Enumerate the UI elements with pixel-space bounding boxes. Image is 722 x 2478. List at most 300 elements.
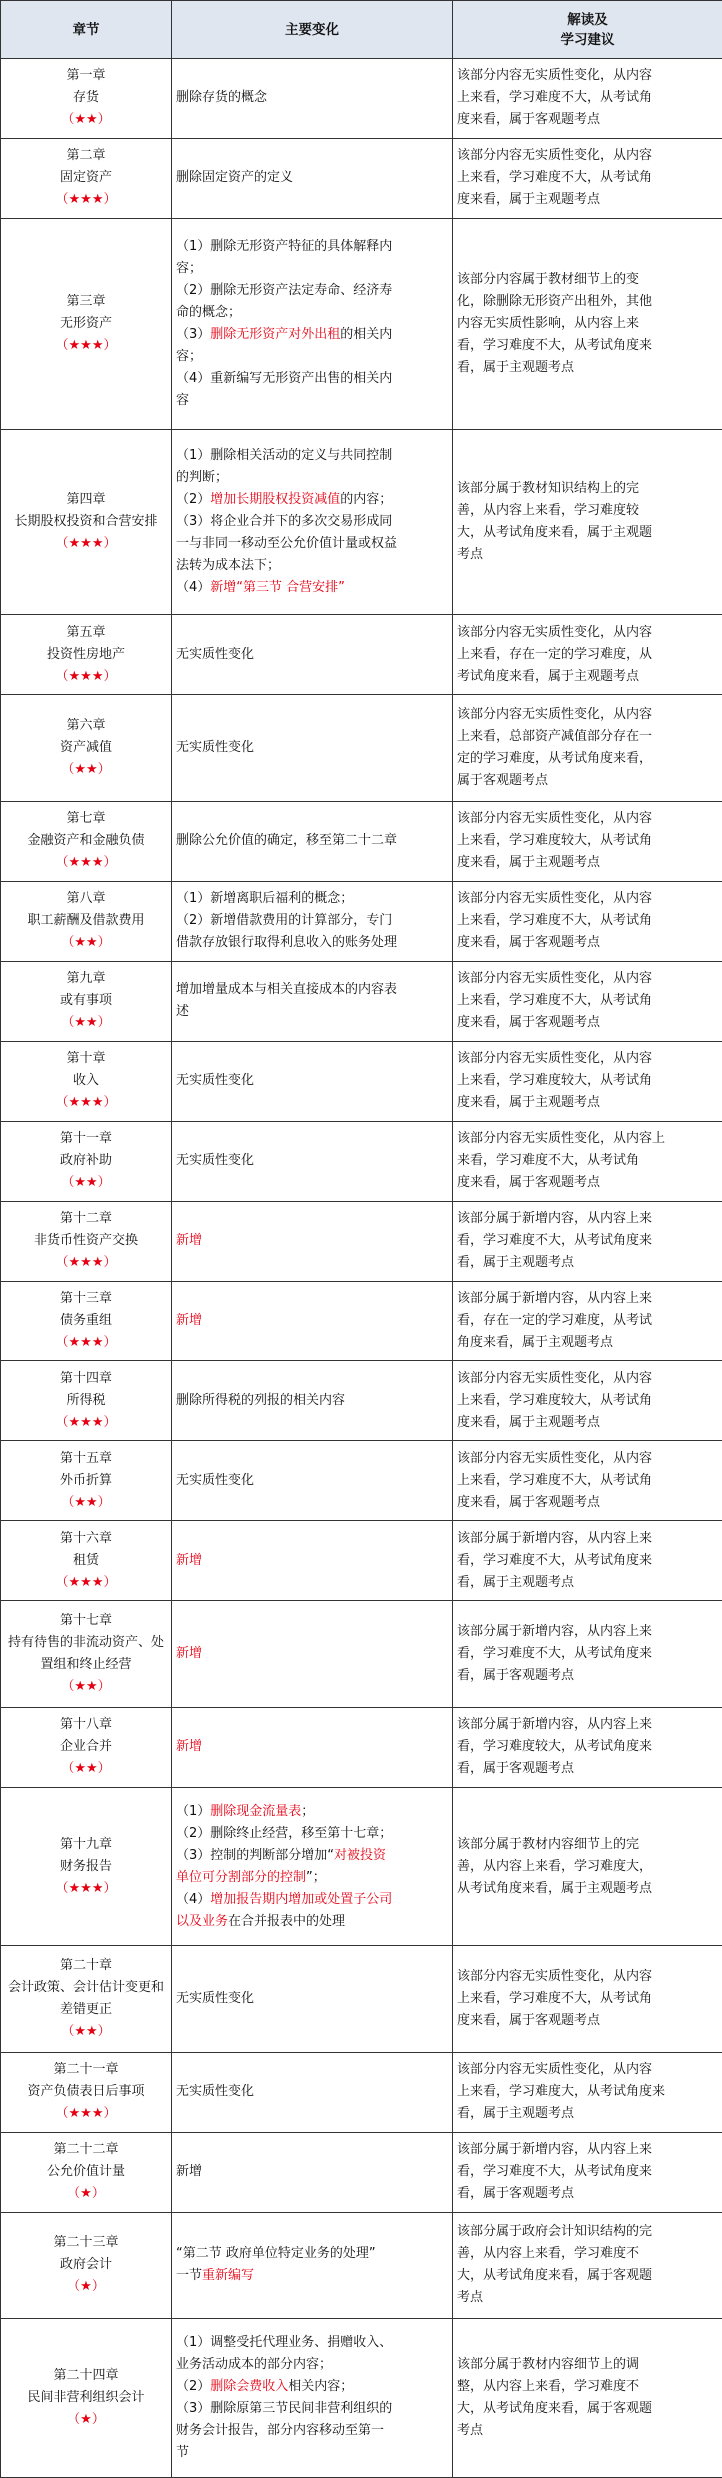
change-line bbox=[176, 910, 448, 932]
advice-line: 内容无实质性影响，从内容上来 bbox=[457, 316, 640, 332]
change-text: 无实质性变化 bbox=[176, 1991, 255, 2007]
change-text: （1）新增离职后福利的概念； bbox=[176, 891, 354, 907]
change-cell bbox=[172, 1441, 453, 1521]
chapter-number: 第十七章 bbox=[59, 1613, 112, 1629]
advice-line: 看，属于主观题考点 bbox=[457, 1574, 575, 1590]
advice-line: 该部分内容属于教材细节上的变 bbox=[457, 272, 640, 288]
change-line bbox=[176, 302, 448, 324]
change-line bbox=[176, 2243, 448, 2265]
advice-cell bbox=[453, 2052, 722, 2132]
chapter-cell bbox=[1, 1281, 172, 1361]
importance-stars: （★★★） bbox=[55, 2106, 117, 2122]
importance-stars: （★） bbox=[67, 2279, 105, 2295]
importance-stars: （★★） bbox=[61, 112, 111, 128]
chapter-title: 或有事项 bbox=[59, 993, 112, 1009]
advice-line: 化，除删除无形资产出租外，其他 bbox=[457, 294, 653, 310]
table-row bbox=[1, 961, 722, 1041]
change-text: 容； bbox=[176, 349, 203, 365]
advice-line: 该部分属于新增内容，从内容上来 bbox=[457, 2142, 653, 2158]
table-row bbox=[1, 1441, 722, 1521]
table-row bbox=[1, 1121, 722, 1201]
highlighted-change-text: 删除现金流量表 bbox=[210, 1803, 302, 1819]
advice-line: 度来看，属于客观题考点 bbox=[457, 1015, 601, 1031]
chapter-title: 政府补助 bbox=[59, 1153, 112, 1169]
advice-cell bbox=[453, 138, 722, 218]
change-text: 财务会计报告，部分内容移动至第一 bbox=[176, 2422, 385, 2438]
change-text: （4）重新编写无形资产出售的相关内 bbox=[176, 371, 393, 387]
advice-line: 来看，学习难度不大，从考试角 bbox=[457, 1153, 640, 1169]
importance-stars: （★★★） bbox=[55, 1095, 117, 1111]
chapter-number: 第二章 bbox=[66, 148, 106, 164]
advice-cell bbox=[453, 961, 722, 1041]
change-line bbox=[176, 489, 448, 511]
change-line bbox=[176, 577, 448, 599]
highlighted-change-text: 以及业务 bbox=[176, 1913, 229, 1929]
change-text: 命的概念； bbox=[176, 305, 242, 321]
change-line bbox=[176, 467, 448, 489]
chapter-cell bbox=[1, 2132, 172, 2212]
advice-line: 该部分内容无实质性变化，从内容 bbox=[457, 971, 653, 987]
change-cell bbox=[172, 1707, 453, 1787]
advice-line: 该部分内容无实质性变化，从内容 bbox=[457, 1051, 653, 1067]
change-text: （4） bbox=[176, 580, 211, 596]
table-row bbox=[1, 1521, 722, 1601]
change-cell bbox=[172, 615, 453, 695]
change-text: （1） bbox=[176, 1803, 211, 1819]
change-text: 相关内容； bbox=[288, 2378, 354, 2394]
change-text: 节 bbox=[176, 2444, 190, 2460]
highlighted-change-text: 对被投资 bbox=[334, 1847, 387, 1863]
change-text: 容； bbox=[176, 261, 203, 277]
change-cell bbox=[172, 1946, 453, 2052]
advice-line: 属于客观题考点 bbox=[457, 772, 549, 788]
chapter-title: 无形资产 bbox=[59, 316, 112, 332]
importance-stars: （★★） bbox=[61, 1175, 111, 1191]
change-line bbox=[176, 445, 448, 467]
change-line bbox=[176, 2265, 448, 2287]
advice-cell bbox=[453, 1601, 722, 1707]
change-line bbox=[176, 1643, 448, 1665]
advice-cell bbox=[453, 881, 722, 961]
advice-line: 从考试角度来看，属于主观题考点 bbox=[457, 1880, 653, 1896]
chapter-number: 第九章 bbox=[66, 971, 106, 987]
table-row bbox=[1, 1707, 722, 1787]
chapter-title: 所得税 bbox=[66, 1392, 106, 1408]
advice-line: 该部分内容无实质性变化，从内容 bbox=[457, 706, 653, 722]
importance-stars: （★★★） bbox=[55, 1255, 117, 1270]
advice-line: 定的学习难度，从考试角度来看， bbox=[457, 750, 653, 766]
table-row bbox=[1, 1361, 722, 1441]
advice-cell bbox=[453, 2132, 722, 2212]
change-cell bbox=[172, 695, 453, 801]
advice-line: 大，从考试角度来看，属于客观题 bbox=[457, 2268, 653, 2284]
change-line bbox=[176, 2398, 448, 2420]
advice-line: 考点 bbox=[457, 2422, 484, 2438]
chapter-cell bbox=[1, 430, 172, 615]
chapter-cell bbox=[1, 1441, 172, 1521]
chapter-cell bbox=[1, 59, 172, 139]
advice-line: 上来看，学习难度较大，从考试角 bbox=[457, 833, 653, 849]
advice-line: 整，从内容上来看，学习难度不 bbox=[457, 2378, 640, 2394]
change-line bbox=[176, 979, 448, 1001]
change-line bbox=[176, 888, 448, 910]
highlighted-change-text: 新增 bbox=[176, 1646, 203, 1662]
advice-line: 该部分属于教材内容细节上的调 bbox=[457, 2356, 640, 2372]
advice-line: 度来看，属于客观题考点 bbox=[457, 935, 601, 951]
highlighted-change-text: 增加报告期内增加或处置子公司 bbox=[210, 1891, 393, 1907]
change-text: （3） bbox=[176, 327, 211, 343]
change-line bbox=[176, 167, 448, 189]
chapter-number: 第二十二章 bbox=[53, 2142, 119, 2158]
importance-stars: （★★★） bbox=[55, 536, 117, 552]
change-text: 增加增量成本与相关直接成本的内容表 bbox=[176, 982, 398, 998]
chapter-number: 第七章 bbox=[66, 811, 106, 827]
chapter-cell bbox=[1, 1041, 172, 1121]
change-cell bbox=[172, 430, 453, 615]
change-text: 业务活动成本的部分内容； bbox=[176, 2356, 333, 2372]
advice-cell bbox=[453, 1121, 722, 1201]
table-header bbox=[1, 1, 722, 59]
change-line bbox=[176, 932, 448, 954]
table-row bbox=[1, 881, 722, 961]
change-cell bbox=[172, 1787, 453, 1946]
change-text: （4） bbox=[176, 1891, 211, 1907]
chapter-cell bbox=[1, 961, 172, 1041]
chapter-number: 第十六章 bbox=[59, 1530, 112, 1546]
advice-cell bbox=[453, 1946, 722, 2052]
table-row bbox=[1, 2212, 722, 2318]
advice-cell bbox=[453, 1281, 722, 1361]
chapter-title: 非货币性资产交换 bbox=[33, 1233, 138, 1248]
chapter-cell bbox=[1, 2212, 172, 2318]
change-line bbox=[176, 2161, 448, 2183]
advice-line: 看，属于主观题考点 bbox=[457, 2106, 575, 2122]
change-line bbox=[176, 2354, 448, 2376]
chapter-title: 资产减值 bbox=[59, 739, 112, 755]
change-line bbox=[176, 1845, 448, 1867]
importance-stars: （★★） bbox=[61, 1761, 111, 1777]
chapter-cell bbox=[1, 1707, 172, 1787]
change-line bbox=[176, 280, 448, 302]
header-advice-line1: 解读及 bbox=[567, 11, 608, 28]
importance-stars: （★★） bbox=[61, 1679, 111, 1695]
chapter-number: 第六章 bbox=[66, 717, 106, 733]
change-line bbox=[176, 258, 448, 280]
importance-stars: （★★） bbox=[61, 1494, 111, 1510]
chapter-number: 第十九章 bbox=[59, 1836, 112, 1852]
advice-line: 度来看，属于主观题考点 bbox=[457, 855, 601, 871]
highlighted-change-text: 新增“第三节 合营安排” bbox=[210, 580, 345, 596]
advice-line: 看，学习难度较大，从考试角度来 bbox=[457, 1739, 653, 1755]
advice-cell bbox=[453, 59, 722, 139]
advice-line: 上来看，学习难度较大，从考试角 bbox=[457, 1392, 653, 1408]
table-row bbox=[1, 1787, 722, 1946]
advice-cell bbox=[453, 2318, 722, 2477]
change-cell bbox=[172, 218, 453, 429]
advice-line: 大，从考试角度来看，属于主观题 bbox=[457, 525, 653, 541]
chapter-title: 民间非营利组织会计 bbox=[27, 2389, 145, 2405]
chapter-cell bbox=[1, 1946, 172, 2052]
change-text: （1）删除无形资产特征的具体解释内 bbox=[176, 239, 393, 255]
change-text: （3）删除原第三节民间非营利组织的 bbox=[176, 2400, 393, 2416]
advice-line: 上来看，存在一定的学习难度，从 bbox=[457, 646, 653, 662]
advice-line: 考试角度来看，属于主观题考点 bbox=[457, 668, 640, 684]
advice-line: 该部分属于政府会计知识结构的完 bbox=[457, 2224, 653, 2240]
table-row bbox=[1, 801, 722, 881]
advice-line: 该部分属于新增内容，从内容上来 bbox=[457, 1211, 653, 1226]
advice-line: 上来看，学习难度不大，从考试角 bbox=[457, 993, 653, 1009]
change-text: ； bbox=[301, 1803, 315, 1819]
chapter-cell bbox=[1, 1361, 172, 1441]
change-cell bbox=[172, 961, 453, 1041]
change-line bbox=[176, 390, 448, 412]
table-row bbox=[1, 2052, 722, 2132]
table-row bbox=[1, 138, 722, 218]
change-cell bbox=[172, 1281, 453, 1361]
chapter-number: 第十五章 bbox=[59, 1450, 112, 1466]
change-cell bbox=[172, 138, 453, 218]
importance-stars: （★★★） bbox=[55, 1414, 117, 1430]
change-text: 在合并报表中的处理 bbox=[228, 1913, 346, 1929]
table-row bbox=[1, 59, 722, 139]
chapter-title: 存货 bbox=[72, 90, 99, 106]
advice-line: 上来看，学习难度不大，从考试角 bbox=[457, 90, 653, 106]
advice-line: 看，存在一定的学习难度，从考试 bbox=[457, 1312, 653, 1328]
advice-cell bbox=[453, 1787, 722, 1946]
header-advice-line2: 学习建议 bbox=[560, 31, 615, 48]
change-text: 法转为成本法下； bbox=[176, 558, 281, 574]
importance-stars: （★★★） bbox=[55, 668, 117, 684]
change-cell bbox=[172, 1521, 453, 1601]
advice-line: 看，学习难度不大，从考试角度来 bbox=[457, 1646, 653, 1662]
table-row bbox=[1, 615, 722, 695]
change-text: 一节 bbox=[176, 2268, 203, 2284]
importance-stars: （★★★） bbox=[55, 1334, 117, 1350]
advice-line: 该部分属于新增内容，从内容上来 bbox=[457, 1290, 653, 1306]
advice-line: 该部分属于教材知识结构上的完 bbox=[457, 481, 640, 497]
importance-stars: （★★★） bbox=[55, 338, 117, 354]
chapter-number: 第二十一章 bbox=[53, 2062, 119, 2078]
change-text: 容 bbox=[176, 393, 190, 409]
advice-line: 看，属于客观题考点 bbox=[457, 1761, 575, 1777]
chapter-cell bbox=[1, 2052, 172, 2132]
chapter-cell bbox=[1, 218, 172, 429]
importance-stars: （★★★） bbox=[55, 192, 117, 208]
advice-line: 上来看，学习难度不大，从考试角 bbox=[457, 1472, 653, 1488]
change-text: （2）新增借款费用的计算部分，专门 bbox=[176, 913, 393, 929]
advice-cell bbox=[453, 1201, 722, 1281]
chapter-title: 长期股权投资和合营安排 bbox=[14, 514, 158, 530]
change-cell bbox=[172, 1121, 453, 1201]
change-text: （3）将企业合并下的多次交易形成同 bbox=[176, 514, 393, 530]
header-row bbox=[1, 1, 722, 59]
highlighted-change-text: 增加长期股权投资减值 bbox=[210, 492, 341, 508]
change-text: “第二节 政府单位特定业务的处理” bbox=[176, 2246, 376, 2262]
change-text: 一与非同一移动至公允价值计量或权益 bbox=[176, 536, 398, 552]
advice-line: 该部分内容无实质性变化，从内容 bbox=[457, 624, 653, 640]
importance-stars: （★★） bbox=[61, 2024, 111, 2040]
change-cell bbox=[172, 1041, 453, 1121]
change-text: 的判断； bbox=[176, 470, 229, 486]
change-line bbox=[176, 368, 448, 390]
change-text: 借款存放银行取得利息收入的账务处理 bbox=[176, 935, 398, 951]
highlighted-change-text: 删除会费收入 bbox=[210, 2378, 289, 2394]
change-line bbox=[176, 1310, 448, 1332]
chapter-title: 投资性房地产 bbox=[46, 646, 125, 662]
change-line bbox=[176, 644, 448, 666]
advice-line: 看，属于主观题考点 bbox=[457, 360, 575, 376]
chapter-cell bbox=[1, 1601, 172, 1707]
change-text: （3）控制的判断部分增加“ bbox=[176, 1847, 335, 1863]
highlighted-change-text: 重新编写 bbox=[202, 2268, 255, 2284]
advice-line: 大，从考试角度来看，属于客观题 bbox=[457, 2400, 653, 2416]
advice-line: 上来看，学习难度不大，从考试角 bbox=[457, 170, 653, 186]
advice-cell bbox=[453, 2212, 722, 2318]
table-row bbox=[1, 1601, 722, 1707]
importance-stars: （★） bbox=[67, 2411, 105, 2427]
change-text: 删除公允价值的确定，移至第二十二章 bbox=[176, 833, 398, 849]
change-text: 无实质性变化 bbox=[176, 2084, 255, 2100]
advice-cell bbox=[453, 1521, 722, 1601]
change-text: 述 bbox=[176, 1004, 190, 1020]
advice-line: 度来看，属于客观题考点 bbox=[457, 112, 601, 128]
change-line bbox=[176, 2081, 448, 2103]
highlighted-change-text: 新增 bbox=[176, 1312, 203, 1328]
change-cell bbox=[172, 801, 453, 881]
chapter-title: 会计政策、会计估计变更和差错更正 bbox=[7, 1980, 164, 2018]
change-line bbox=[176, 346, 448, 368]
chapter-title: 租赁 bbox=[72, 1552, 99, 1568]
table-row bbox=[1, 1201, 722, 1281]
chapter-title: 持有待售的非流动资产、处置组和终止经营 bbox=[7, 1635, 164, 1673]
change-line bbox=[176, 1988, 448, 2010]
advice-line: 上来看，总部资产减值部分存在一 bbox=[457, 728, 653, 744]
advice-line: 度来看，属于主观题考点 bbox=[457, 192, 601, 208]
chapter-cell bbox=[1, 1201, 172, 1281]
chapter-cell bbox=[1, 695, 172, 801]
chapter-number: 第十章 bbox=[66, 1051, 106, 1067]
change-line bbox=[176, 1150, 448, 1172]
change-line bbox=[176, 737, 448, 759]
change-cell bbox=[172, 2052, 453, 2132]
table-row bbox=[1, 2132, 722, 2212]
advice-line: 度来看，属于客观题考点 bbox=[457, 1494, 601, 1510]
chapter-number: 第十一章 bbox=[59, 1131, 112, 1147]
advice-line: 该部分内容无实质性变化，从内容 bbox=[457, 68, 653, 84]
change-text: （2）删除终止经营，移至第十七章； bbox=[176, 1825, 393, 1841]
change-line bbox=[176, 324, 448, 346]
change-line bbox=[176, 1390, 448, 1412]
importance-stars: （★★） bbox=[61, 935, 111, 951]
header-chapter: 章节 bbox=[1, 1, 172, 59]
change-line bbox=[176, 87, 448, 109]
change-line bbox=[176, 2442, 448, 2464]
change-text: 无实质性变化 bbox=[176, 739, 255, 755]
change-cell bbox=[172, 2318, 453, 2477]
table-row bbox=[1, 2318, 722, 2477]
table-row bbox=[1, 430, 722, 615]
change-line bbox=[176, 1911, 448, 1933]
chapter-number: 第四章 bbox=[66, 492, 106, 508]
change-line bbox=[176, 1823, 448, 1845]
highlighted-change-text: 新增 bbox=[176, 1552, 203, 1568]
chapter-number: 第十二章 bbox=[59, 1211, 112, 1226]
change-text: 删除存货的概念 bbox=[176, 90, 268, 106]
advice-line: 该部分属于新增内容，从内容上来 bbox=[457, 1717, 653, 1733]
advice-cell bbox=[453, 430, 722, 615]
importance-stars: （★★） bbox=[61, 761, 111, 777]
chapter-cell bbox=[1, 138, 172, 218]
chapter-title: 金融资产和金融负债 bbox=[27, 833, 145, 849]
change-line bbox=[176, 1867, 448, 1889]
advice-line: 该部分内容无实质性变化，从内容 bbox=[457, 1969, 653, 1985]
advice-line: 度来看，属于主观题考点 bbox=[457, 1414, 601, 1430]
advice-line: 看，属于客观题考点 bbox=[457, 2186, 575, 2202]
advice-cell bbox=[453, 1441, 722, 1521]
chapter-title: 公允价值计量 bbox=[46, 2164, 125, 2180]
change-text: 新增 bbox=[176, 2164, 203, 2180]
change-line bbox=[176, 533, 448, 555]
advice-line: 考点 bbox=[457, 2290, 484, 2306]
importance-stars: （★★★） bbox=[55, 1880, 117, 1896]
change-text: 的相关内 bbox=[340, 327, 393, 343]
advice-line: 上来看，学习难度不大，从考试角 bbox=[457, 913, 653, 929]
advice-line: 度来看，属于主观题考点 bbox=[457, 1095, 601, 1111]
change-line bbox=[176, 2376, 448, 2398]
chapter-number: 第十四章 bbox=[59, 1370, 112, 1386]
advice-line: 看，学习难度不大，从考试角度来 bbox=[457, 2164, 653, 2180]
chapter-number: 第五章 bbox=[66, 624, 106, 640]
advice-line: 看，学习难度不大，从考试角度来 bbox=[457, 338, 653, 354]
advice-cell bbox=[453, 1361, 722, 1441]
chapter-title: 政府会计 bbox=[59, 2257, 112, 2273]
chapter-title: 财务报告 bbox=[59, 1858, 112, 1874]
advice-line: 看，学习难度不大，从考试角度来 bbox=[457, 1233, 653, 1248]
change-text: （1）调整受托代理业务、捐赠收入、 bbox=[176, 2334, 393, 2350]
chapter-cell bbox=[1, 1787, 172, 1946]
chapter-number: 第三章 bbox=[66, 294, 106, 310]
header-change: 主要变化 bbox=[172, 1, 453, 59]
change-text: 无实质性变化 bbox=[176, 646, 255, 662]
highlighted-change-text: 单位可分割部分的控制 bbox=[176, 1869, 307, 1885]
change-text: （1）删除相关活动的定义与共同控制 bbox=[176, 448, 393, 464]
change-cell bbox=[172, 881, 453, 961]
advice-line: 该部分内容无实质性变化，从内容 bbox=[457, 1450, 653, 1466]
advice-line: 上来看，学习难度不大，从考试角 bbox=[457, 1991, 653, 2007]
importance-stars: （★★） bbox=[61, 1015, 111, 1031]
highlighted-change-text: 删除无形资产对外出租 bbox=[210, 327, 341, 343]
advice-line: 看，属于客观题考点 bbox=[457, 1668, 575, 1684]
chapter-title: 外币折算 bbox=[59, 1472, 112, 1488]
change-line bbox=[176, 1470, 448, 1492]
advice-line: 善，从内容上来看，学习难度不 bbox=[457, 2246, 640, 2262]
advice-line: 度来看，属于客观题考点 bbox=[457, 2013, 601, 2029]
advice-line: 看，学习难度不大，从考试角度来 bbox=[457, 1552, 653, 1568]
chapter-cell bbox=[1, 2318, 172, 2477]
advice-cell bbox=[453, 218, 722, 429]
highlighted-change-text: 新增 bbox=[176, 1739, 203, 1755]
change-text: （2）删除无形资产法定寿命、经济寿 bbox=[176, 283, 393, 299]
change-line bbox=[176, 1801, 448, 1823]
advice-line: 该部分内容无实质性变化，从内容 bbox=[457, 2062, 653, 2078]
chapter-number: 第二十章 bbox=[59, 1958, 112, 1974]
advice-cell bbox=[453, 801, 722, 881]
change-text: 无实质性变化 bbox=[176, 1153, 255, 1169]
change-text: 无实质性变化 bbox=[176, 1472, 255, 1488]
chapter-title: 固定资产 bbox=[59, 170, 112, 186]
advice-cell bbox=[453, 1041, 722, 1121]
change-cell bbox=[172, 1201, 453, 1281]
